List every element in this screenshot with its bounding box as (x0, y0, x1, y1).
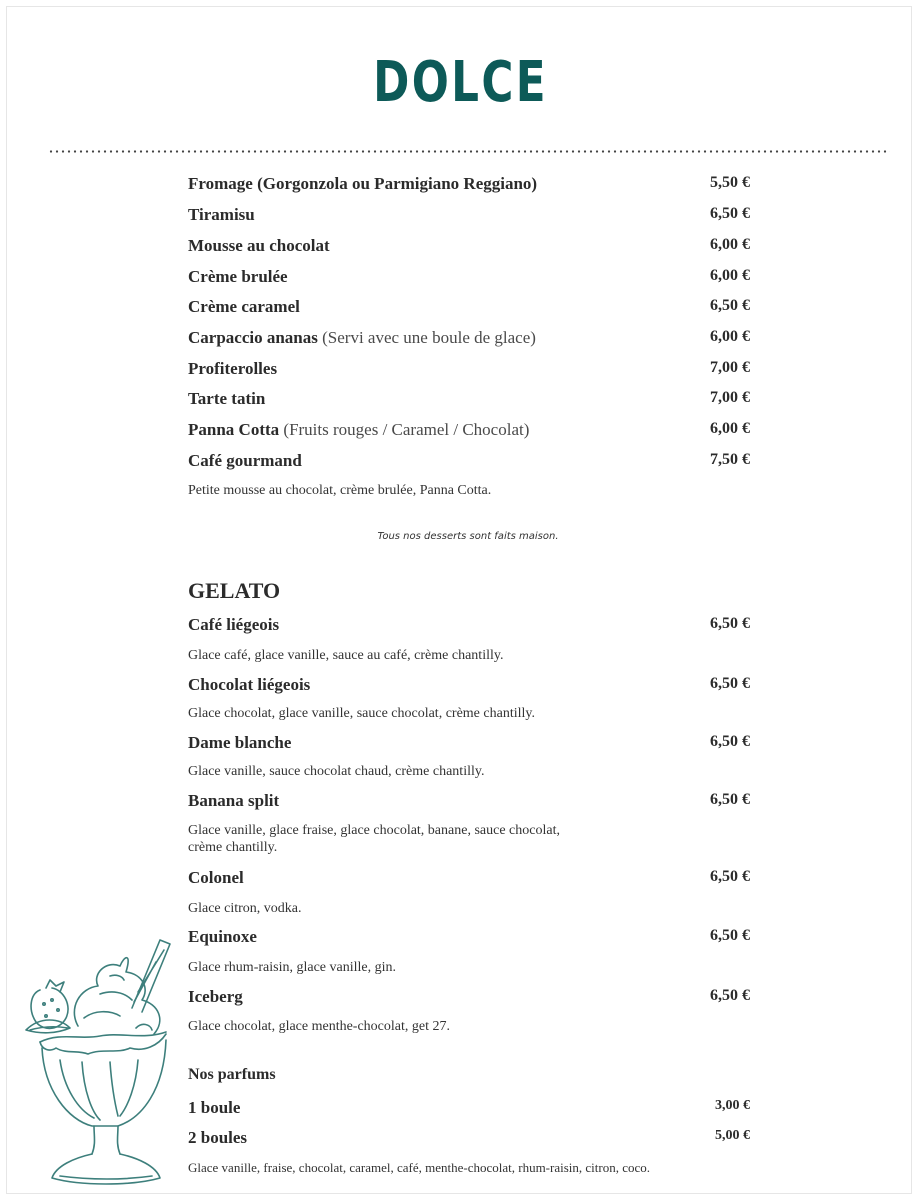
dessert-row (188, 236, 750, 260)
item-name-text: Panna Cotta (188, 420, 280, 439)
item-description: Glace vanille, sauce chocolat chaud, crème chantilly. (188, 764, 485, 779)
item-name: Fromage (Gorgonzola ou Parmigiano Reggiano) (188, 174, 538, 193)
item-name: Mousse au chocolat (188, 236, 330, 255)
item-price: 6,00 € (710, 267, 750, 284)
item-price: 5,50 € (710, 174, 750, 191)
gelato-row (188, 868, 750, 892)
item-price: 7,00 € (710, 359, 750, 376)
item-name: Tiramisu (188, 205, 255, 224)
item-name: 2 boules (188, 1128, 248, 1147)
dessert-row (188, 389, 750, 413)
gelato-row (188, 927, 750, 951)
dessert-row (188, 451, 750, 475)
item-price: 6,50 € (710, 205, 750, 222)
item-price: 3,00 € (715, 1098, 750, 1113)
item-description: Glace rhum-raisin, glace vanille, gin. (188, 960, 396, 975)
item-name: Café liégeois (188, 615, 280, 634)
gelato-row (188, 791, 750, 815)
gelato-row (188, 733, 750, 757)
item-price: 6,50 € (710, 297, 750, 314)
dessert-row (188, 267, 750, 291)
dessert-row (188, 328, 750, 352)
item-price: 6,50 € (710, 927, 750, 944)
sundae-illustration-icon (20, 930, 180, 1188)
gelato-row (188, 615, 750, 639)
parfum-row (188, 1128, 750, 1152)
dessert-row (188, 174, 750, 198)
item-name: Colonel (188, 868, 244, 887)
item-price: 6,50 € (710, 791, 750, 808)
item-description: Glace café, glace vanille, sauce au café, crème chantilly. (188, 648, 504, 663)
parfum-row (188, 1098, 750, 1122)
item-price: 7,50 € (710, 451, 750, 468)
item-price: 6,50 € (710, 615, 750, 632)
item-description: Glace vanille, glace fraise, glace chocolat, banane, sauce chocolat, crème chantilly. (188, 823, 560, 855)
item-name: Tarte tatin (188, 389, 266, 408)
dessert-row (188, 420, 750, 444)
parfums-description: Glace vanille, fraise, chocolat, caramel, café, menthe-chocolat, rhum-raisin, citron, coco. (188, 1160, 651, 1175)
menu-title: DOLCE (373, 50, 548, 115)
gelato-row (188, 987, 750, 1011)
section-heading: GELATO (188, 578, 281, 603)
item-name: Crème brulée (188, 267, 288, 286)
item-description: Glace chocolat, glace vanille, sauce chocolat, crème chantilly. (188, 706, 535, 721)
item-name: Equinoxe (188, 927, 257, 946)
item-name: 1 boule (188, 1098, 241, 1117)
item-name: Banana split (188, 791, 280, 810)
item-name-text: Carpaccio ananas (188, 328, 318, 347)
item-price: 6,50 € (710, 987, 750, 1004)
item-price: 6,00 € (710, 420, 750, 437)
item-price: 6,00 € (710, 236, 750, 253)
item-price: 6,00 € (710, 328, 750, 345)
item-name: Chocolat liégeois (188, 675, 311, 694)
item-name: Café gourmand (188, 451, 302, 470)
item-note: (Servi avec une boule de glace) (322, 328, 536, 347)
item-description: Petite mousse au chocolat, crème brulée, Panna Cotta. (188, 483, 492, 498)
item-name: Iceberg (188, 987, 243, 1006)
item-name: Dame blanche (188, 733, 292, 752)
dessert-row (188, 359, 750, 383)
parfums-heading: Nos parfums (188, 1066, 276, 1083)
gelato-row (188, 675, 750, 699)
item-name: Crème caramel (188, 297, 300, 316)
dessert-row (188, 297, 750, 321)
item-name: Profiterolles (188, 359, 278, 378)
item-price: 6,50 € (710, 868, 750, 885)
item-price: 6,50 € (710, 733, 750, 750)
footnote: Tous nos desserts sont faits maison. (377, 531, 559, 542)
item-name (188, 420, 529, 440)
item-note: (Fruits rouges / Caramel / Chocolat) (283, 420, 530, 439)
item-description: Glace chocolat, glace menthe-chocolat, get 27. (188, 1019, 450, 1034)
item-description: Glace citron, vodka. (188, 901, 302, 916)
dessert-row (188, 205, 750, 229)
item-name (188, 328, 536, 348)
item-price: 7,00 € (710, 389, 750, 406)
dotted-divider (48, 150, 890, 153)
item-price: 6,50 € (710, 675, 750, 692)
item-price: 5,00 € (715, 1128, 750, 1143)
